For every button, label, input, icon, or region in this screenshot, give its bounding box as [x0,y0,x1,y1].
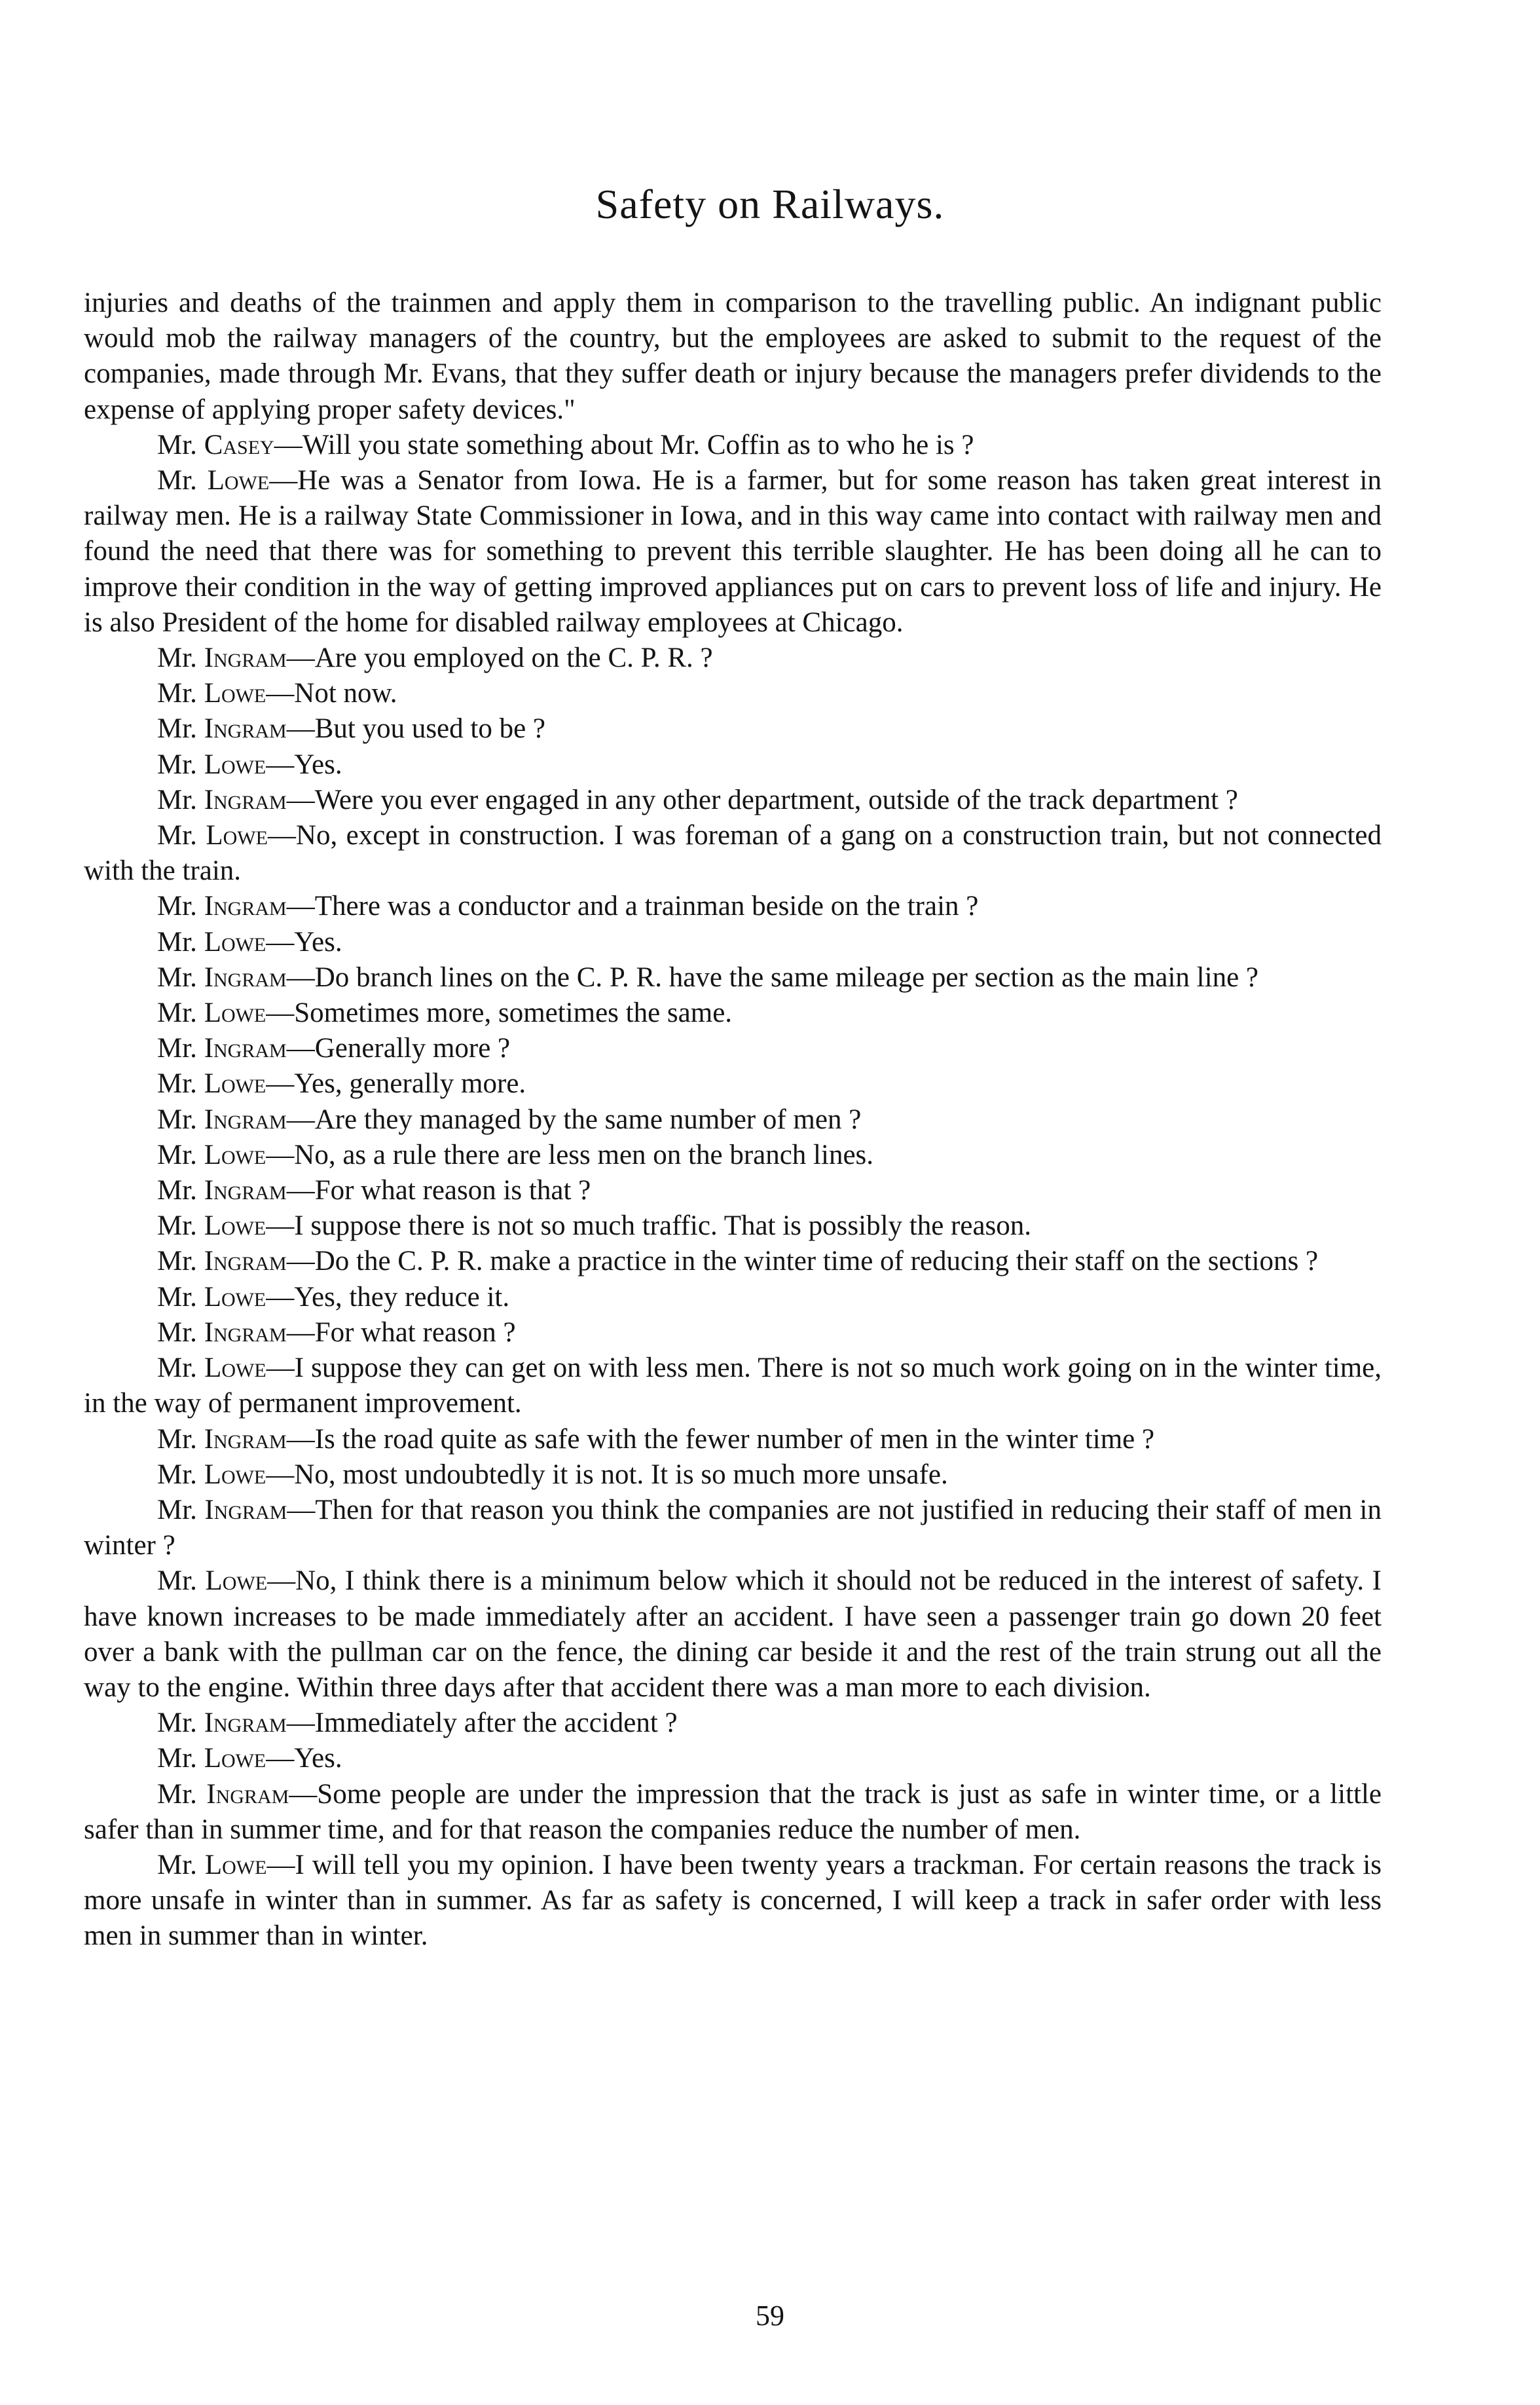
page-number: 59 [756,2300,784,2332]
speaker-prefix: Mr. [157,643,204,674]
dialogue-paragraph [84,1351,1382,1421]
speaker-name: Ingram [204,713,287,745]
dialogue-paragraph [84,428,1382,463]
speaker-name: Lowe [204,997,266,1029]
dialogue-paragraph [84,1563,1382,1706]
opening-paragraph: injuries and deaths of the trainmen and apply them in comparison to the travelling public. An indignant public would mob the railway managers of the country, but the employees are asked to submit to the request of the companies, made through Mr. Evans, that they suffer death or injury because the managers prefer dividends to the expense of applying proper safety devices." [84,288,1382,425]
dialogue-paragraph [84,1031,1382,1066]
speaker-prefix: Mr. [157,1565,206,1597]
speaker-prefix: Mr. [157,1423,204,1455]
speech-text: —For what reason ? [286,1316,516,1348]
speech-text: —Is the road quite as safe with the fewer number of men in the winter time ? [286,1423,1155,1455]
speaker-prefix: Mr. [157,926,204,958]
speaker-name: Ingram [204,1423,287,1455]
speaker-name: Lowe [204,1743,266,1774]
speaker-prefix: Mr. [157,1033,204,1064]
speaker-prefix: Mr. [157,1849,205,1880]
dialogue-paragraph [84,1138,1382,1173]
dialogue-paragraph [84,641,1382,676]
speech-text: —Generally more ? [286,1033,511,1064]
speaker-name: Lowe [207,465,270,496]
speech-text: —Sometimes more, sometimes the same. [266,997,733,1029]
speech-text: —He was a Senator from Iowa. He is a farmer, but for some reason has taken great interest in railway men. He is a railway State Commissioner in Iowa, and in this way came into contact with railway men and found the need that there was for something to prevent this terrible slaughter. He has been doing all he can to improve their condition in the way of getting improved appliances put on cars to prevent loss of life and injury. He is also President of the home for disabled railway employees at Chicago. [84,465,1382,638]
dialogue-paragraph [84,747,1382,783]
speaker-name: Ingram [204,1316,287,1348]
speaker-prefix: Mr. [157,1281,204,1313]
speech-text: —There was a conductor and a trainman beside on the train ? [286,891,979,922]
speaker-name: Lowe [204,926,266,958]
dialogue-paragraph [84,1422,1382,1457]
dialogue-paragraph [84,1493,1382,1563]
speech-text: —Do the C. P. R. make a practice in the winter time of reducing their staff on the sections ? [286,1246,1319,1277]
speaker-prefix: Mr. [157,1175,204,1206]
speech-text: —I suppose they can get on with less men. There is not so much work going on in the winter time, in the way of permanent improvement. [84,1352,1382,1419]
speaker-prefix: Mr. [157,1316,204,1348]
dialogue-paragraph [84,711,1382,747]
speech-text: —For what reason is that ? [286,1175,591,1206]
dialogue-paragraph [84,1102,1382,1138]
speech-text: —Are you employed on the C. P. R. ? [286,643,713,674]
speaker-prefix: Mr. [157,1778,207,1810]
speaker-prefix: Mr. [157,1246,204,1277]
dialogue-list [84,428,1382,1954]
dialogue-paragraph [84,1066,1382,1102]
speech-text: —Yes. [266,1743,342,1774]
speaker-prefix: Mr. [157,1459,204,1490]
speaker-name: Ingram [204,1707,287,1739]
speaker-name: Lowe [204,1459,266,1490]
speaker-prefix: Mr. [157,891,204,922]
speaker-prefix: Mr. [157,678,204,709]
dialogue-paragraph [84,1777,1382,1848]
dialogue-paragraph [84,889,1382,924]
speaker-prefix: Mr. [157,1210,204,1242]
speaker-prefix: Mr. [157,465,208,496]
dialogue-paragraph [84,1706,1382,1741]
speaker-name: Ingram [204,1033,287,1064]
speech-text: —Do branch lines on the C. P. R. have the same mileage per section as the main line ? [286,961,1258,993]
speech-text: —Some people are under the impression that the track is just as safe in winter time, or a little safer than in summer time, and for that reason the companies reduce the number of men. [84,1778,1382,1845]
speaker-name: Ingram [204,643,287,674]
dialogue-paragraph [84,463,1382,641]
dialogue-paragraph [84,1457,1382,1493]
speaker-name: Ingram [204,1104,287,1135]
speaker-name: Ingram [204,1494,287,1525]
speaker-name: Lowe [206,820,268,851]
speech-text: —Yes, they reduce it. [266,1281,510,1313]
speaker-name: Ingram [204,1175,287,1206]
speech-text: —I will tell you my opinion. I have been twenty years a trackman. For certain reasons the track is more unsafe in winter than in summer. As far as safety is concerned, I will keep a track in safer order with less men in summer than in winter. [84,1849,1382,1952]
dialogue-paragraph [84,1848,1382,1954]
speaker-name: Lowe [204,1068,266,1100]
speech-text: —Yes. [266,926,342,958]
speaker-prefix: Mr. [157,1707,204,1739]
page-title: Safety on Railways. [595,181,945,227]
speech-text: —Not now. [266,678,397,709]
dialogue-paragraph [84,676,1382,711]
speaker-name: Lowe [204,1352,266,1384]
speaker-prefix: Mr. [157,1494,205,1525]
dialogue-paragraph [84,960,1382,996]
speaker-name: Ingram [204,961,287,993]
speaker-name: Casey [204,429,274,460]
speaker-name: Lowe [204,1849,267,1880]
speaker-name: Lowe [204,1210,266,1242]
dialogue-paragraph [84,783,1382,818]
speech-text: —I suppose there is not so much traffic. That is possibly the reason. [266,1210,1032,1242]
speaker-prefix: Mr. [157,961,204,993]
dialogue-paragraph [84,996,1382,1031]
speaker-name: Ingram [204,784,287,815]
speaker-prefix: Mr. [157,713,204,745]
dialogue-paragraph [84,925,1382,960]
speaker-name: Lowe [204,1281,266,1313]
speaker-name: Ingram [204,891,287,922]
dialogue-paragraph [84,1173,1382,1208]
speaker-prefix: Mr. [157,1352,205,1384]
speaker-prefix: Mr. [157,429,204,460]
speaker-prefix: Mr. [157,1139,204,1170]
dialogue-paragraph [84,1280,1382,1315]
speaker-name: Lowe [204,678,266,709]
speaker-name: Lowe [204,1139,266,1170]
speaker-name: Lowe [205,1565,268,1597]
speech-text: —No, most undoubtedly it is not. It is so much more unsafe. [266,1459,948,1490]
speech-text: —Will you state something about Mr. Coffin as to who he is ? [274,429,974,460]
dialogue-paragraph [84,1244,1382,1279]
speaker-prefix: Mr. [157,1743,204,1774]
speech-text: —Are they managed by the same number of men ? [286,1104,862,1135]
speaker-prefix: Mr. [157,820,206,851]
speech-text: —Yes, generally more. [266,1068,526,1100]
speech-text: —Immediately after the accident ? [286,1707,678,1739]
dialogue-paragraph [84,1315,1382,1351]
speech-text: —No, as a rule there are less men on the branch lines. [266,1139,874,1170]
dialogue-paragraph [84,1741,1382,1776]
speaker-name: Lowe [204,749,266,780]
speaker-name: Ingram [204,1246,287,1277]
speech-text: —Were you ever engaged in any other department, outside of the track department ? [286,784,1238,815]
body-text [84,286,1382,1954]
speech-text: —Yes. [266,749,342,780]
dialogue-paragraph [84,818,1382,889]
speech-text: —No, I think there is a minimum below which it should not be reduced in the interest of safety. I have known increases to be made immediately after an accident. I have seen a passenger train go down 20 feet over a bank with the pullman car on the fence, the dining car beside it and the rest of the train strung out all the way to the engine. Within three days after that accident there was a man more to each division. [84,1565,1382,1703]
speaker-prefix: Mr. [157,1068,204,1100]
speaker-prefix: Mr. [157,997,204,1029]
speech-text: —But you used to be ? [286,713,546,745]
dialogue-paragraph [84,1208,1382,1244]
speaker-name: Ingram [206,1778,289,1810]
speech-text: —No, except in construction. I was foreman of a gang on a construction train, but not connected with the train. [84,820,1382,887]
speech-text: —Then for that reason you think the companies are not justified in reducing their staff of men in winter ? [84,1494,1382,1561]
speaker-prefix: Mr. [157,749,204,780]
speaker-prefix: Mr. [157,784,204,815]
speaker-prefix: Mr. [157,1104,204,1135]
